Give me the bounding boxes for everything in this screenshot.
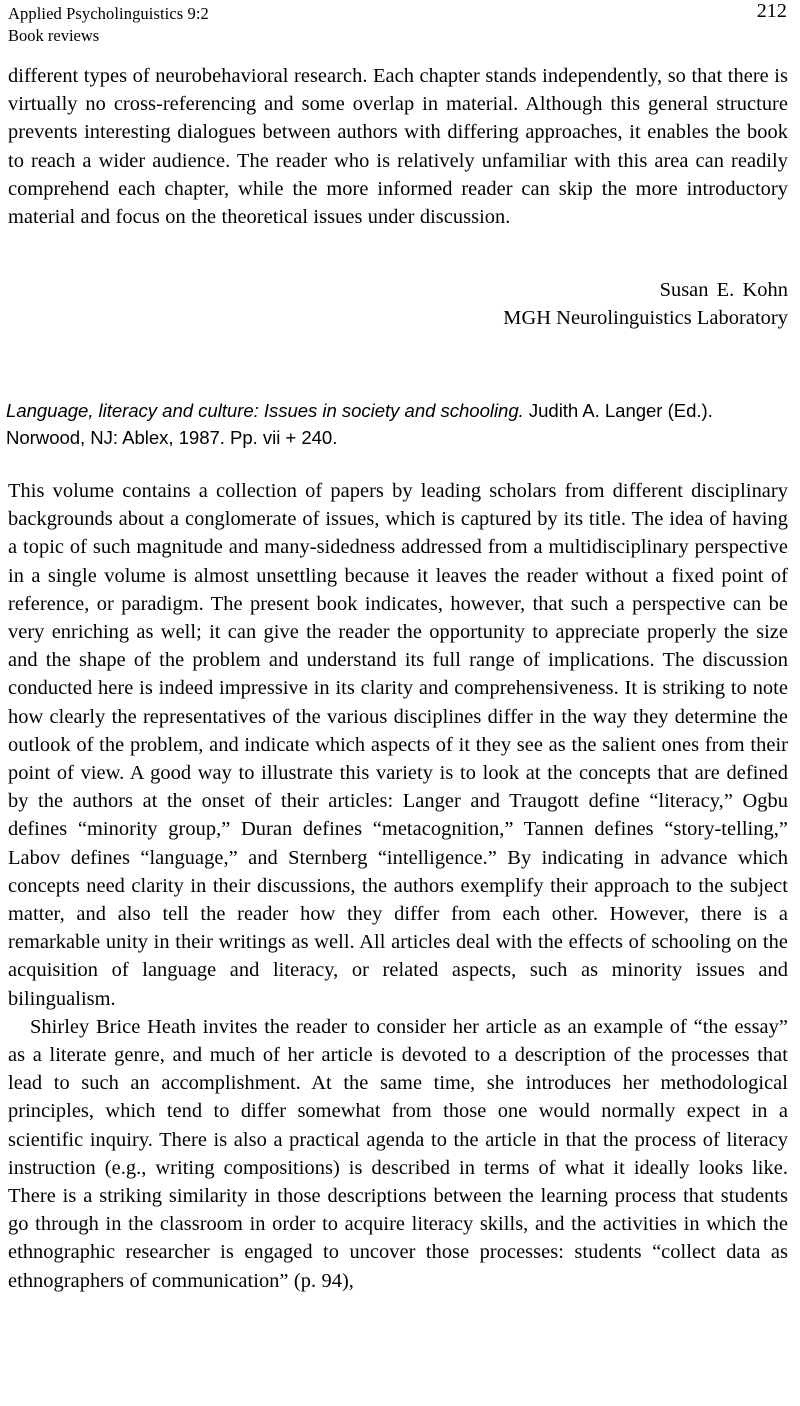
continued-review-block bbox=[8, 62, 788, 231]
running-head-top-row bbox=[8, 0, 788, 24]
reviewer-signature bbox=[8, 276, 788, 332]
journal-title-and-issue: Applied Psycholinguistics 9:2 bbox=[8, 4, 209, 23]
book-publication-details: Judith A. Langer (Ed.). Norwood, NJ: Ablex, 1987. Pp. vii + 240. bbox=[6, 400, 713, 448]
reviewer-affiliation: MGH Neurolinguistics Laboratory bbox=[503, 307, 788, 330]
paragraph-review-body-1: This volume contains a collection of papers by leading scholars from different disciplinary backgrounds about a conglomerate of issues, which is captured by its title. The idea of having a topic of such magnitude and many-sidedness addressed from a multidisciplinary perspective in a single volume is almost unsettling because it leaves the reader without a fixed point of reference, or paradigm. The present book indicates, however, that such a perspective can be very enriching as well; it can give the reader the opportunity to appreciate properly the size and the shape of the problem and understand its full range of implications. The discussion conducted here is indeed impressive in its clarity and comprehensiveness. It is striking to note how clearly the representatives of the various disciplines differ in the way they determine the outlook of the problem, and indicate which aspects of it they see as the salient ones from their point of view. A good way to illustrate this variety is to look at the concepts that are defined by the authors at the onset of their articles: Langer and Traugott define “literacy,” Ogbu defines “minority group,” Duran defines “metacognition,” Tannen defines “story-telling,” Labov defines “language,” and Sternberg “intelligence.” By indicating in advance which concepts need clarity in their discussions, the authors exemplify their approach to the subject matter, and also tell the reader how they differ from each other. However, there is a remarkable unity in their writings as well. All articles deal with the effects of schooling on the acquisition of language and literacy, or related aspects, such as minority issues and bilingualism. bbox=[8, 480, 788, 1010]
book-citation bbox=[6, 398, 790, 451]
paragraph-continued-review: different types of neurobehavioral research. Each chapter stands independently, so that there is virtually no cross-referencing and some overlap in material. Although this general structure prevents interesting dialogues between authors with differing approaches, it enables the book to reach a wider audience. The reader who is relatively unfamiliar with this area can readily comprehend each chapter, while the more informed reader can skip the more introductory material and focus on the theoretical issues under discussion. bbox=[8, 65, 788, 229]
paragraph-review-body-2: Shirley Brice Heath invites the reader to consider her article as an example of “the essay” as a literate genre, and much of her article is devoted to a description of the processes that lead to such an accomplishment. At the same time, she introduces her methodological principles, which tend to differ somewhat from those one would normally expect in a scientific inquiry. There is also a practical agenda to the article in that the process of literacy instruction (e.g., writing compositions) is described in terms of what it ideally looks like. There is a striking similarity in those descriptions between the learning process that students go through in the classroom in order to acquire literacy skills, and the activities in which the ethnographic researcher is engaged to uncover those processes: students “collect data as ethnographers of communication” (p. 94), bbox=[8, 1015, 788, 1292]
review-body-block bbox=[8, 477, 788, 1295]
reviewer-name: Susan E. Kohn bbox=[659, 279, 788, 301]
section-label: Book reviews bbox=[8, 26, 100, 45]
book-title: Language, literacy and culture: Issues in society and schooling. bbox=[6, 400, 524, 421]
page-number: 212 bbox=[756, 0, 787, 22]
running-head bbox=[8, 0, 788, 47]
